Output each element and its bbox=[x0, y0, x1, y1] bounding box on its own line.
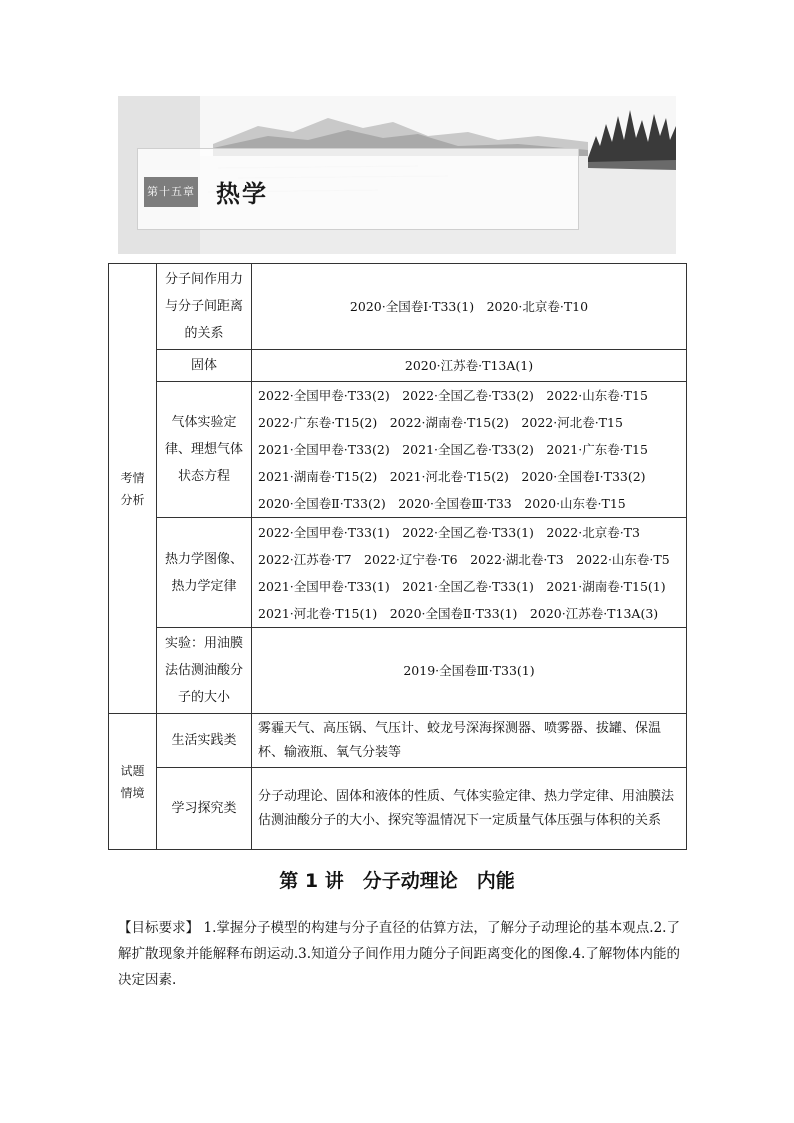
exam-line: 2021·全国甲卷·T33(1) 2021·全国乙卷·T33(1) 2021·湖南卷·T15(1) bbox=[258, 578, 666, 594]
exams-cell bbox=[252, 350, 687, 382]
exams-cell bbox=[252, 628, 687, 714]
exam-line: 2022·江苏卷·T7 2022·辽宁卷·T6 2022·湖北卷·T3 2022·山东卷·T5 bbox=[258, 551, 670, 567]
chapter-title-box bbox=[137, 148, 579, 230]
exam-line: 2022·全国甲卷·T33(1) 2022·全国乙卷·T33(1) 2022·北京卷·T3 bbox=[258, 524, 640, 540]
topic-cell: 分子间作用力与分子间距离的关系 bbox=[157, 264, 252, 350]
table-row bbox=[109, 628, 687, 714]
exam-line: 2019·全国卷Ⅲ·T33(1) bbox=[403, 663, 535, 678]
learning-goals bbox=[118, 915, 680, 993]
exam-line: 2021·湖南卷·T15(2) 2021·河北卷·T15(2) 2020·全国卷Ⅰ·T33(2) bbox=[258, 469, 646, 484]
exams-cell bbox=[252, 264, 687, 350]
topic-cell: 气体实验定律、理想气体状态方程 bbox=[157, 382, 252, 518]
topic-cell: 学习探究类 bbox=[157, 768, 252, 850]
topic-cell: 热力学图像、热力学定律 bbox=[157, 518, 252, 628]
topic-cell: 生活实践类 bbox=[157, 714, 252, 768]
table-row bbox=[109, 382, 687, 518]
exam-line: 2022·广东卷·T15(2) 2022·湖南卷·T15(2) 2022·河北卷·T15 bbox=[258, 415, 623, 430]
chapter-tag: 第十五章 bbox=[144, 177, 198, 207]
exam-line: 2021·全国甲卷·T33(2) 2021·全国乙卷·T33(2) 2021·广东卷·T15 bbox=[258, 442, 648, 457]
desc-cell: 雾霾天气、高压锅、气压计、蛟龙号深海探测器、喷雾器、拔罐、保温杯、输液瓶、氧气分装等 bbox=[252, 714, 687, 768]
table-row bbox=[109, 768, 687, 850]
group-label-text: 试题 情境 bbox=[120, 763, 145, 800]
exam-line: 2020·全国卷Ⅰ·T33(1) 2020·北京卷·T10 bbox=[349, 299, 589, 314]
exam-line: 2020·江苏卷·T13A(1) bbox=[404, 358, 534, 373]
group-label-text: 考情 分析 bbox=[120, 470, 145, 507]
chapter-title: 热学 bbox=[216, 180, 268, 208]
table-row bbox=[109, 264, 687, 350]
exam-line: 2022·全国甲卷·T33(2) 2022·全国乙卷·T33(2) 2022·山东卷·T15 bbox=[258, 388, 648, 403]
lecture-title: 第 1 讲 分子动理论 内能 bbox=[279, 870, 515, 892]
table-row bbox=[109, 518, 687, 628]
goals-text: 1.掌握分子模型的构建与分子直径的估算方法，了解分子动理论的基本观点.2.了解扩散现象并能解释布朗运动.3.知道分子间作用力随分子间距离变化的图像.4.了解物体内能的决定因素. bbox=[118, 920, 680, 988]
exams-cell bbox=[252, 518, 687, 628]
exam-analysis-table bbox=[108, 263, 687, 850]
exam-line: 2021·河北卷·T15(1) 2020·全国卷Ⅱ·T33(1) 2020·江苏卷·T13A(3) bbox=[258, 605, 659, 621]
desc-cell: 分子动理论、固体和液体的性质、气体实验定律、热力学定律、用油膜法估测油酸分子的大小、探究等温情况下一定质量气体压强与体积的关系 bbox=[252, 768, 687, 850]
goals-label: 【目标要求】 bbox=[118, 920, 200, 936]
topic-cell: 固体 bbox=[157, 350, 252, 382]
topic-cell: 实验：用油膜法估测油酸分子的大小 bbox=[157, 628, 252, 714]
group-label-context bbox=[109, 714, 157, 850]
table-row bbox=[109, 350, 687, 382]
table-row bbox=[109, 714, 687, 768]
group-label-analysis bbox=[109, 264, 157, 714]
exam-line: 2020·全国卷Ⅱ·T33(2) 2020·全国卷Ⅲ·T33 2020·山东卷·T15 bbox=[258, 496, 626, 511]
exams-cell bbox=[252, 382, 687, 518]
